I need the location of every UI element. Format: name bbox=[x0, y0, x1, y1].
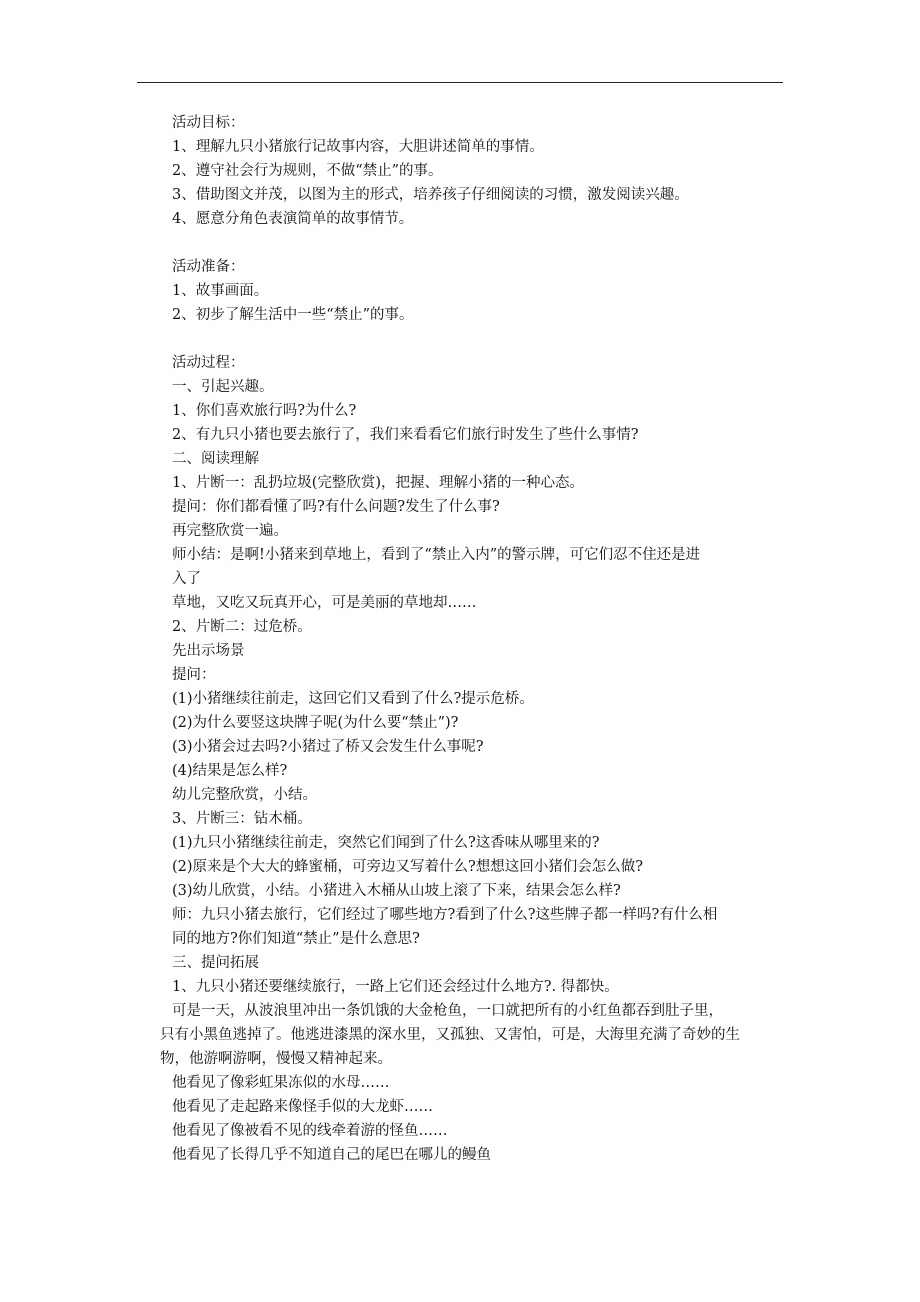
process-line: 他看见了长得几乎不知道自己的尾巴在哪儿的鳗鱼 bbox=[172, 1147, 491, 1163]
document-body bbox=[160, 111, 790, 1167]
process-line: 入了 bbox=[172, 571, 201, 587]
process-line: 1、你们喜欢旅行吗?为什么? bbox=[172, 403, 357, 419]
process-line: 先出示场景 bbox=[172, 643, 245, 659]
goal-item: 3、借助图文并茂，以图为主的形式，培养孩子仔细阅读的习惯，激发阅读兴趣。 bbox=[172, 187, 689, 203]
header-rule bbox=[137, 82, 783, 83]
process-line: (1)九只小猪继续往前走，突然它们闻到了什么?这香味从哪里来的? bbox=[172, 835, 600, 851]
section-heading-process: 活动过程： bbox=[172, 355, 245, 371]
goal-item: 2、遵守社会行为规则，不做“禁止”的事。 bbox=[172, 163, 443, 179]
process-line: 师：九只小猪去旅行，它们经过了哪些地方?看到了什么?这些牌子都一样吗?有什么相 bbox=[172, 907, 718, 923]
process-line: 草地，又吃又玩真开心，可是美丽的草地却…… bbox=[172, 595, 477, 611]
goal-item: 4、愿意分角色表演简单的故事情节。 bbox=[172, 211, 414, 227]
process-line: 提问： bbox=[172, 667, 216, 683]
process-line: 2、有九只小猪也要去旅行了，我们来看看它们旅行时发生了些什么事情? bbox=[172, 427, 639, 443]
process-line: 1、九只小猪还要继续旅行，一路上它们还会经过什么地方?. 得都快。 bbox=[172, 979, 619, 995]
process-line: 二、阅读理解 bbox=[172, 451, 259, 467]
process-line: 一、引起兴趣。 bbox=[172, 379, 274, 395]
process-line: 三、提问拓展 bbox=[172, 955, 259, 971]
process-line: (2)原来是个大大的蜂蜜桶，可旁边又写着什么?想想这回小猪们会怎么做? bbox=[172, 859, 644, 875]
process-line: 他看见了走起路来像怪手似的大龙虾…… bbox=[172, 1099, 433, 1115]
process-line: 他看见了像被看不见的线牵着游的怪鱼…… bbox=[172, 1123, 448, 1139]
process-line: (1)小猪继续往前走，这回它们又看到了什么?提示危桥。 bbox=[172, 691, 534, 707]
process-line: (2)为什么要竖这块牌子呢(为什么要“禁止”)? bbox=[172, 715, 459, 731]
goal-item: 1、理解九只小猪旅行记故事内容，大胆讲述简单的事情。 bbox=[172, 139, 544, 155]
preparation-item: 2、初步了解生活中一些“禁止”的事。 bbox=[172, 307, 414, 323]
process-line: 再完整欣赏一遍。 bbox=[172, 523, 288, 539]
section-heading-preparation: 活动准备： bbox=[172, 259, 245, 275]
process-line: 师小结：是啊!小猪来到草地上，看到了“禁止入内”的警示牌，可它们忍不住还是进 bbox=[172, 547, 701, 563]
process-line: 幼儿完整欣赏，小结。 bbox=[172, 787, 317, 803]
process-line: 3、片断三：钻木桶。 bbox=[172, 811, 312, 827]
process-line: 1、片断一：乱扔垃圾(完整欣赏)，把握、理解小猪的一种心态。 bbox=[172, 475, 585, 491]
process-line: 可是一天，从波浪里冲出一条饥饿的大金枪鱼，一口就把所有的小红鱼都吞到肚子里， bbox=[172, 1003, 723, 1019]
section-heading-goals: 活动目标： bbox=[172, 115, 245, 131]
process-line: (3)幼儿欣赏，小结。小猪进入木桶从山坡上滚了下来，结果会怎么样? bbox=[172, 883, 621, 899]
process-line: 2、片断二：过危桥。 bbox=[172, 619, 312, 635]
process-line-continued: 物，他游啊游啊，慢慢又精神起来。 bbox=[160, 1051, 392, 1067]
process-line: (3)小猪会过去吗?小猪过了桥又会发生什么事呢? bbox=[172, 739, 484, 755]
process-line: 同的地方?你们知道“禁止”是什么意思? bbox=[172, 931, 420, 947]
preparation-item: 1、故事画面。 bbox=[172, 283, 269, 299]
process-line: 他看见了像彩虹果冻似的水母…… bbox=[172, 1075, 390, 1091]
process-line-continued: 只有小黑鱼逃掉了。他逃进漆黑的深水里，又孤独、又害怕，可是，大海里充满了奇妙的生 bbox=[160, 1027, 740, 1043]
process-line: (4)结果是怎么样? bbox=[172, 763, 288, 779]
process-line: 提问：你们都看懂了吗?有什么问题?发生了什么事? bbox=[172, 499, 500, 515]
